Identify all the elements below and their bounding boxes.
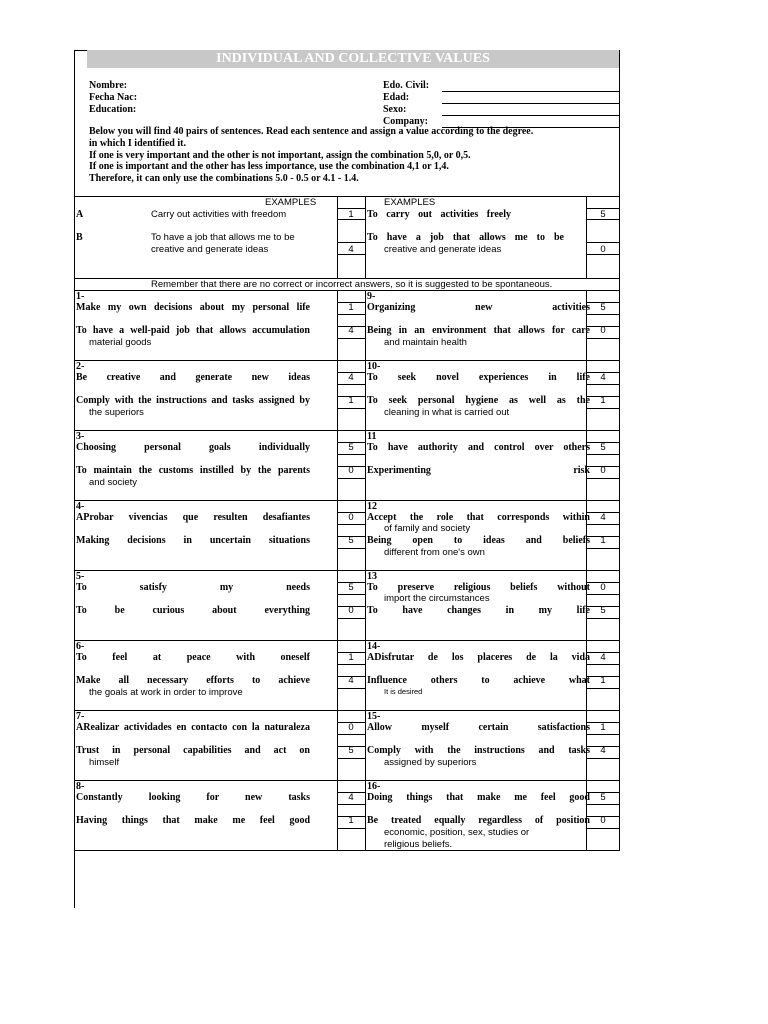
statement-a: ADisfrutar de los placeres de la vida bbox=[367, 652, 590, 663]
statement-b-cont: the superiors bbox=[89, 407, 144, 418]
item-divider bbox=[74, 360, 365, 361]
item-divider bbox=[74, 500, 365, 501]
item-number: 13 bbox=[367, 571, 377, 582]
score-a: 4 bbox=[600, 512, 606, 523]
score-box-line bbox=[586, 804, 620, 805]
item-number: 1- bbox=[76, 291, 85, 302]
score-box-line bbox=[337, 548, 365, 549]
statement-b-cont: the goals at work in order to improve bbox=[89, 687, 243, 698]
statement-a: Make my own decisions about my personal life bbox=[76, 302, 310, 313]
score-b: 5 bbox=[348, 745, 354, 756]
statement-b-cont: economic, position, sex, studies or bbox=[384, 827, 530, 838]
item-divider bbox=[74, 570, 365, 571]
score-box-line bbox=[586, 454, 620, 455]
score-box-line bbox=[586, 384, 620, 385]
field-sexo: Sexo: bbox=[383, 104, 407, 115]
score-column-line bbox=[337, 360, 338, 430]
item-number: 3- bbox=[76, 431, 85, 442]
statement-b: To be curious about everything bbox=[76, 605, 310, 616]
score-a: 5 bbox=[600, 442, 606, 453]
statement-b: To maintain the customs instilled by the parents bbox=[76, 465, 310, 476]
item-divider bbox=[365, 570, 620, 571]
score-box-line bbox=[586, 594, 620, 595]
score-a: 5 bbox=[600, 302, 606, 313]
item-divider bbox=[365, 640, 620, 641]
score-a: 0 bbox=[348, 512, 354, 523]
item-number: 14- bbox=[367, 641, 381, 652]
score-box-line bbox=[586, 828, 620, 829]
score-b: 1 bbox=[600, 395, 606, 406]
score-box-line bbox=[586, 664, 620, 665]
score-b: 1 bbox=[600, 675, 606, 686]
field-fecha-nac: Fecha Nac: bbox=[89, 92, 138, 103]
statement-b: To have a well-paid job that allows accumulation bbox=[76, 325, 310, 336]
score-box-line bbox=[337, 804, 365, 805]
score-box-line bbox=[586, 618, 620, 619]
score-box-line bbox=[586, 314, 620, 315]
score-box-line bbox=[586, 734, 620, 735]
example-left-a-score: 1 bbox=[348, 209, 354, 220]
item-divider bbox=[365, 500, 620, 501]
statement-a: Accept the role that corresponds within bbox=[367, 512, 590, 523]
example-right-b-text: To have a job that allows me to be bbox=[367, 232, 564, 243]
statement-b-cont2: religious beliefs. bbox=[384, 839, 453, 850]
example-right-a-score: 5 bbox=[600, 209, 606, 220]
statement-a: Constantly looking for new tasks bbox=[76, 792, 310, 803]
score-box-line bbox=[337, 338, 365, 339]
center-divider bbox=[365, 290, 366, 850]
score-a: 1 bbox=[348, 652, 354, 663]
statement-a: AProbar vivencias que resulten desafiantes bbox=[76, 512, 310, 523]
example-left-b-text: To have a job that allows me to be bbox=[151, 232, 295, 243]
score-b: 0 bbox=[348, 605, 354, 616]
score-box-line bbox=[337, 524, 365, 525]
score-column-line bbox=[337, 640, 338, 710]
statement-b: Trust in personal capabilities and act on bbox=[76, 745, 310, 756]
examples-header-left: EXAMPLES bbox=[265, 197, 317, 208]
score-box-line bbox=[337, 408, 365, 409]
statement-a: To seek novel experiences in life bbox=[367, 372, 590, 383]
score-column-line bbox=[337, 500, 338, 570]
item-divider bbox=[365, 430, 620, 431]
example-right-b-text2: creative and generate ideas bbox=[384, 244, 502, 255]
statement-b: Experimenting risk bbox=[367, 465, 590, 476]
score-a: 4 bbox=[348, 792, 354, 803]
score-a: 0 bbox=[348, 722, 354, 733]
statement-b: To seek personal hygiene as well as the bbox=[367, 395, 590, 406]
score-column-line bbox=[337, 710, 338, 780]
score-box-line bbox=[586, 478, 620, 479]
score-box-line bbox=[337, 828, 365, 829]
score-a: 4 bbox=[600, 652, 606, 663]
statement-a: Doing things that make me feel good bbox=[367, 792, 590, 803]
item-divider bbox=[74, 850, 365, 851]
score-b: 1 bbox=[600, 535, 606, 546]
score-a: 1 bbox=[600, 722, 606, 733]
edo-civil-line bbox=[442, 91, 619, 92]
items-top-line bbox=[74, 290, 620, 291]
statement-b-cont: assigned by superiors bbox=[384, 757, 477, 768]
statement-a: To preserve religious beliefs without bbox=[367, 582, 590, 593]
statement-b-cont: It is desired bbox=[384, 687, 423, 696]
item-number: 6- bbox=[76, 641, 85, 652]
item-divider bbox=[365, 360, 620, 361]
examples-header-right: EXAMPLES bbox=[384, 197, 436, 208]
score-box-line bbox=[337, 664, 365, 665]
statement-b-cont: material goods bbox=[89, 337, 152, 348]
score-b: 0 bbox=[348, 465, 354, 476]
example-left-a-text: Carry out activities with freedom bbox=[151, 209, 287, 220]
item-divider bbox=[74, 710, 365, 711]
statement-b: Having things that make me feel good bbox=[76, 815, 310, 826]
statement-b: To have changes in my life bbox=[367, 605, 590, 616]
score-column-line bbox=[337, 290, 338, 360]
score-box-line bbox=[337, 314, 365, 315]
statement-a: To satisfy my needs bbox=[76, 582, 310, 593]
score-box-line bbox=[337, 384, 365, 385]
item-number: 2- bbox=[76, 361, 85, 372]
item-number: 11 bbox=[367, 431, 377, 442]
field-edad: Edad: bbox=[383, 92, 410, 103]
statement-a: To have authority and control over others bbox=[367, 442, 590, 453]
score-box-line bbox=[586, 688, 620, 689]
score-a: 0 bbox=[600, 582, 606, 593]
statement-a: Organizing new activities bbox=[367, 302, 590, 313]
score-b: 1 bbox=[348, 815, 354, 826]
score-column-line bbox=[337, 570, 338, 640]
statement-b-cont: different from one's own bbox=[384, 547, 485, 558]
statement-b-cont: and maintain health bbox=[384, 337, 467, 348]
statement-a-cont: of family and society bbox=[384, 523, 471, 534]
statement-a: To feel at peace with oneself bbox=[76, 652, 310, 663]
item-number: 5- bbox=[76, 571, 85, 582]
score-box-line bbox=[586, 408, 620, 409]
instructions: Below you will find 40 pairs of sentences. Read each sentence and assign a value according to the degree. in which I identified it. If one is very important and the other is not important, assign the combination 5,0, or 0,5. If one is important and the other has less importance, use the combination 4,1 or 1,4. Therefore, it can only use the combinations 5.0 - 0.5 or 4.1 - 1.4. bbox=[89, 126, 534, 185]
score-a: 5 bbox=[348, 442, 354, 453]
score-box-line bbox=[337, 734, 365, 735]
statement-a: Be creative and generate new ideas bbox=[76, 372, 310, 383]
item-number: 15- bbox=[367, 711, 381, 722]
score-b: 1 bbox=[348, 395, 354, 406]
score-b: 4 bbox=[348, 675, 354, 686]
item-number: 9- bbox=[367, 291, 376, 302]
score-box-line bbox=[337, 618, 365, 619]
item-divider bbox=[74, 430, 365, 431]
score-b: 0 bbox=[600, 465, 606, 476]
example-b-letter: B bbox=[76, 232, 83, 243]
statement-a-cont: import the circumstances bbox=[384, 593, 490, 604]
item-divider bbox=[74, 640, 365, 641]
item-number: 10- bbox=[367, 361, 381, 372]
score-a: 4 bbox=[348, 372, 354, 383]
score-a: 4 bbox=[600, 372, 606, 383]
score-box-line bbox=[586, 524, 620, 525]
field-company: Company: bbox=[383, 116, 429, 127]
score-column-line bbox=[337, 780, 338, 850]
item-divider bbox=[365, 850, 620, 851]
statement-a: ARealizar actividades en contacto con la naturaleza bbox=[76, 722, 310, 733]
score-box-line bbox=[337, 758, 365, 759]
statement-b: Make all necessary efforts to achieve bbox=[76, 675, 310, 686]
statement-b: Being in an environment that allows for care bbox=[367, 325, 590, 336]
edad-line bbox=[442, 103, 619, 104]
statement-b: Being open to ideas and beliefs bbox=[367, 535, 590, 546]
score-box-line bbox=[337, 478, 365, 479]
statement-b: Making decisions in uncertain situations bbox=[76, 535, 310, 546]
statement-b-cont: and society bbox=[89, 477, 138, 488]
item-number: 8- bbox=[76, 781, 85, 792]
item-divider bbox=[365, 710, 620, 711]
example-right-b-score: 0 bbox=[600, 244, 606, 255]
examples-top-line bbox=[74, 196, 620, 197]
statement-b: Be treated equally regardless of position bbox=[367, 815, 590, 826]
score-b: 5 bbox=[600, 605, 606, 616]
sexo-line bbox=[442, 115, 619, 116]
example-a-letter: A bbox=[76, 209, 84, 220]
score-b: 5 bbox=[348, 535, 354, 546]
item-divider bbox=[365, 780, 620, 781]
score-a: 5 bbox=[600, 792, 606, 803]
score-box-line bbox=[586, 758, 620, 759]
item-number: 7- bbox=[76, 711, 85, 722]
item-divider bbox=[74, 780, 365, 781]
reminder-text: Remember that there are no correct or incorrect answers, so it is suggested to be spontaneous. bbox=[151, 279, 553, 290]
score-box-line bbox=[586, 338, 620, 339]
score-box-line bbox=[586, 548, 620, 549]
score-box-line bbox=[337, 688, 365, 689]
score-a: 1 bbox=[348, 302, 354, 313]
field-edo-civil: Edo. Civil: bbox=[383, 80, 430, 91]
item-number: 16- bbox=[367, 781, 381, 792]
score-b: 0 bbox=[600, 325, 606, 336]
score-box-line bbox=[337, 454, 365, 455]
field-education: Education: bbox=[89, 104, 137, 115]
item-number: 4- bbox=[76, 501, 85, 512]
form-title: INDIVIDUAL AND COLLECTIVE VALUES bbox=[87, 50, 619, 68]
statement-b: Comply with the instructions and tasks assigned by bbox=[76, 395, 310, 406]
score-column-line bbox=[337, 430, 338, 500]
score-b: 0 bbox=[600, 815, 606, 826]
statement-a: Allow myself certain satisfactions bbox=[367, 722, 590, 733]
score-box-line bbox=[337, 594, 365, 595]
field-nombre: Nombre: bbox=[89, 80, 128, 91]
statement-b: Influence others to achieve what bbox=[367, 675, 590, 686]
statement-b: Comply with the instructions and tasks bbox=[367, 745, 590, 756]
example-right-a-text: To carry out activities freely bbox=[367, 209, 511, 220]
score-a: 5 bbox=[348, 582, 354, 593]
example-left-b-text2: creative and generate ideas bbox=[151, 244, 269, 255]
item-number: 12 bbox=[367, 501, 377, 512]
statement-b-cont: himself bbox=[89, 757, 120, 768]
right-border bbox=[619, 50, 620, 850]
score-b: 4 bbox=[348, 325, 354, 336]
score-b: 4 bbox=[600, 745, 606, 756]
example-left-b-score: 4 bbox=[348, 244, 354, 255]
statement-a: Choosing personal goals individually bbox=[76, 442, 310, 453]
statement-b-cont: cleaning in what is carried out bbox=[384, 407, 510, 418]
